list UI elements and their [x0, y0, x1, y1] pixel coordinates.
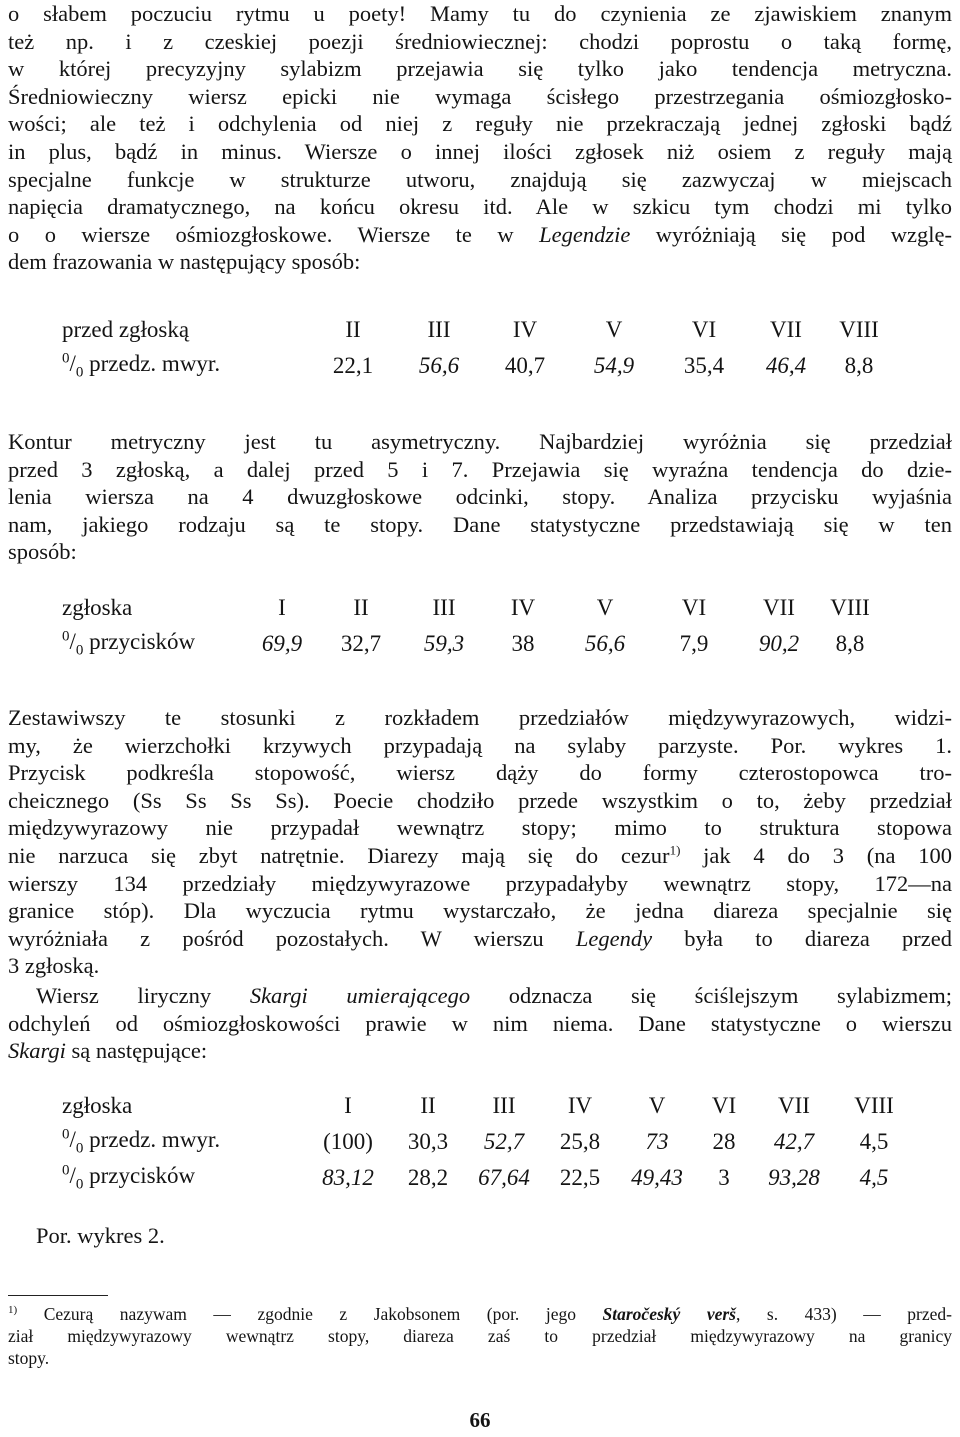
italic-title-skargi-umierajacego: Skargi umierającego — [249, 983, 471, 1008]
table-row — [62, 348, 890, 384]
footnote-divider — [8, 1295, 108, 1296]
table-column-header: II — [420, 1093, 436, 1118]
table-cell: 56,6 — [418, 353, 460, 378]
italic-title-legenda: Legendzie — [539, 221, 631, 247]
reference-line — [36, 1222, 436, 1250]
row-label-text: przycisków — [83, 628, 196, 654]
text-line: Zestawiwszy te stosunki z rozkładem przedziałów międzywyrazowych, widzi- — [8, 705, 952, 730]
table-row-label — [62, 348, 314, 384]
table-cell: 28,2 — [407, 1165, 449, 1190]
text-segment: , s. 433) — przed- — [736, 1304, 952, 1324]
table-column-header: VIII — [854, 1093, 894, 1118]
table-header-label: zgłoska — [62, 595, 133, 620]
text-line: specjalne funkcje w strukturze utworu, znajdują się zazwyczaj w miejscach — [8, 166, 952, 192]
table-column-header: IV — [510, 595, 536, 620]
row-label-text: przedz. mwyr. — [83, 350, 221, 376]
text-segment: jak 4 do 3 (na 100 — [680, 842, 952, 868]
table-header-label: przed zgłoską — [62, 317, 190, 342]
table-cell: 38 — [511, 631, 535, 656]
italic-title-legendy: Legendy — [575, 925, 653, 951]
footnote — [8, 1303, 952, 1369]
page-number: 66 — [469, 1408, 491, 1432]
table-cell: 32,7 — [340, 631, 382, 656]
table-column-header: IV — [567, 1093, 593, 1118]
table-column-header: VI — [681, 595, 707, 620]
table-column-header: II — [353, 595, 369, 620]
table-cell: 83,12 — [322, 1165, 374, 1190]
table-column-header: III — [427, 317, 451, 342]
table-header-label: zgłoska — [62, 1093, 133, 1118]
text-line — [8, 1037, 952, 1065]
text-line: Przycisk podkreśla stopowość, wiersz dąży do formy czterostopowca tro- — [8, 760, 952, 786]
table-row-label — [62, 626, 246, 662]
table-row-label — [62, 1124, 302, 1160]
table-cell: 93,28 — [768, 1165, 820, 1190]
footnote-line — [8, 1303, 952, 1325]
text-line: lenia wiersza na 4 dwuzgłoskowe odcinki, stopy. Analiza przycisku wyjaśnia — [8, 484, 952, 510]
text-segment: są następujące: — [65, 1038, 208, 1064]
table-cell: 4,5 — [859, 1165, 889, 1190]
paragraph-3 — [8, 704, 952, 980]
text-segment: Wiersz liryczny — [36, 983, 212, 1008]
row-label-text: przycisków — [83, 1162, 196, 1188]
reference-text: Por. wykres 2. — [36, 1223, 165, 1248]
table-column-header: VI — [711, 1093, 737, 1118]
table-cell: 7,9 — [679, 631, 709, 656]
table-cell: 40,7 — [504, 353, 546, 378]
text-segment: Cezurą nazywam — zgodnie z Jakobsonem (por. jego — [17, 1304, 603, 1324]
table-cell: 49,43 — [631, 1165, 683, 1190]
table-cell: (100) — [323, 1129, 373, 1154]
text-segment: nie narzuca się zbyt natrętnie. Diarezy mają się do cezur — [8, 842, 670, 868]
table-cell: 56,6 — [584, 631, 626, 656]
percent-sign: $^0/_0$ — [62, 350, 84, 381]
text-line: o słabem poczuciu rytmu u poety! Mamy tu do czynienia ze zjawiskiem znanym — [8, 1, 952, 26]
table-cell: 4,5 — [859, 1129, 889, 1154]
table-row — [62, 626, 882, 662]
text-line — [8, 925, 952, 953]
text-segment: o o wiersze ośmiozgłoskowe. Wiersze te w — [8, 221, 514, 247]
text-line: 3 zgłoską. — [8, 953, 100, 979]
table-cell: 59,3 — [423, 631, 465, 656]
table-column-header: I — [344, 1093, 352, 1118]
table-cell: 54,9 — [593, 353, 635, 378]
table-row — [62, 1124, 908, 1160]
percent-sign: $^0/_0$ — [62, 1126, 84, 1157]
text-segment: odznacza się ściślejszym sylabizmem; — [470, 983, 952, 1008]
text-line: nam, jakiego rodzaju są te stopy. Dane statystyczne przedstawiają się w ten — [8, 511, 952, 537]
table-row-label — [62, 1160, 302, 1196]
table-cell: 73 — [645, 1129, 669, 1154]
text-line: wości; ale też i odchylenia od niej z reguły nie przekraczają jednej zgłoski bądź — [8, 111, 952, 137]
text-line — [8, 221, 952, 249]
table-column-header: II — [345, 317, 361, 342]
table-column-header: VII — [770, 317, 802, 342]
table-cell: 3 — [718, 1165, 730, 1190]
text-line: my, że wierzchołki krzywych przypadają na sylaby parzyste. Por. wykres 1. — [8, 732, 952, 758]
text-line: Kontur metryczny jest tu asymetryczny. Najbardziej wyróżnia się przedział — [8, 429, 952, 454]
text-line: międzywyrazowy nie przypadał wewnątrz stopy; mimo to struktura stopowa — [8, 815, 952, 841]
paragraph-4 — [8, 982, 952, 1065]
text-line: in plus, bądź in minus. Wiersze o innej ilości zgłosek niż osiem z reguły mają — [8, 138, 952, 164]
footnote-line: stopy. — [8, 1348, 50, 1368]
table-column-header: VIII — [839, 317, 879, 342]
text-line: przed 3 zgłoską, a dalej przed 5 i 7. Przejawia się wyraźna tendencja do dzie- — [8, 456, 952, 482]
text-segment: wyróżniają się pod wzglę- — [630, 221, 953, 247]
text-line: granice stóp). Dla wyczucia rytmu wystarczało, że jedna diareza specjalnie się — [8, 898, 952, 924]
table-column-header: V — [605, 317, 623, 342]
table-column-header: VIII — [830, 595, 870, 620]
table-skargi — [62, 1088, 908, 1196]
table-cell: 22,5 — [559, 1165, 601, 1190]
row-label-text: przedz. mwyr. — [83, 1126, 221, 1152]
table-cell: 25,8 — [559, 1129, 601, 1154]
table-frazowanie — [62, 312, 890, 384]
table-column-header: V — [596, 595, 614, 620]
table-header-row — [62, 590, 882, 626]
italic-title-starocesky-vers: Staročeský verš — [602, 1304, 736, 1324]
table-column-header: I — [278, 595, 286, 620]
text-line: napięcia dramatycznego, na końcu okresu itd. Ale w szkicu tym chodzi mi tylko — [8, 194, 952, 220]
footnote-marker: 1) — [669, 842, 681, 858]
table-przyciski — [62, 590, 882, 662]
table-cell: 69,9 — [261, 631, 303, 656]
paragraph-1 — [8, 0, 952, 276]
table-cell: 22,1 — [332, 353, 374, 378]
table-header-row — [62, 1088, 908, 1124]
table-cell: 30,3 — [407, 1129, 449, 1154]
table-cell: 67,64 — [478, 1165, 530, 1190]
text-line: też np. i z czeskiej poezji średniowiecznej: chodzi poprostu o taką formę, — [8, 28, 952, 54]
table-cell: 42,7 — [773, 1129, 815, 1154]
table-cell: 46,4 — [765, 353, 807, 378]
text-line — [8, 842, 952, 870]
text-line: odchyleń od ośmiozgłoskowości prawie w nim niema. Dane statystyczne o wierszu — [8, 1010, 952, 1036]
text-segment: była to diareza przed — [652, 925, 952, 951]
text-line: cheicznego (Ss Ss Ss Ss). Poecie chodziło przede wszystkim o to, żeby przedział — [8, 787, 952, 813]
italic-title-skargi: Skargi — [8, 1038, 66, 1064]
table-column-header: VII — [763, 595, 795, 620]
table-cell: 35,4 — [683, 353, 725, 378]
table-header-row — [62, 312, 890, 348]
text-line: dem frazowania w następujący sposób: — [8, 249, 361, 275]
text-line — [8, 982, 952, 1010]
table-cell: 8,8 — [844, 353, 874, 378]
table-cell: 8,8 — [835, 631, 865, 656]
table-cell: 28 — [712, 1129, 736, 1154]
table-column-header: VI — [691, 317, 717, 342]
text-segment: wyróżniała z pośród pozostałych. W wierszu — [8, 925, 544, 951]
text-line: wierszy 134 przedziały międzywyrazowe przypadałyby wewnątrz stopy, 172—na — [8, 870, 952, 896]
text-line: sposób: — [8, 539, 77, 565]
footnote-marker: 1) — [8, 1304, 18, 1317]
table-cell: 52,7 — [483, 1129, 525, 1154]
table-column-header: IV — [512, 317, 538, 342]
table-column-header: V — [648, 1093, 666, 1118]
footnote-line: ział międzywyrazowy wewnątrz stopy, diareza zaś to przedział międzywyrazowy na granicy — [8, 1326, 952, 1346]
percent-sign: $^0/_0$ — [62, 1162, 84, 1193]
table-cell: 90,2 — [758, 631, 800, 656]
table-column-header: III — [432, 595, 456, 620]
table-column-header: III — [492, 1093, 516, 1118]
text-line: Średniowieczny wiersz epicki nie wymaga ścisłego przestrzegania ośmiozgłosko- — [8, 83, 952, 109]
text-line: w której precyzyjny sylabizm przejawia się tylko jako tendencja metryczna. — [8, 56, 952, 82]
table-row — [62, 1160, 908, 1196]
percent-sign: $^0/_0$ — [62, 628, 84, 659]
table-column-header: VII — [778, 1093, 810, 1118]
paragraph-2 — [8, 428, 952, 566]
